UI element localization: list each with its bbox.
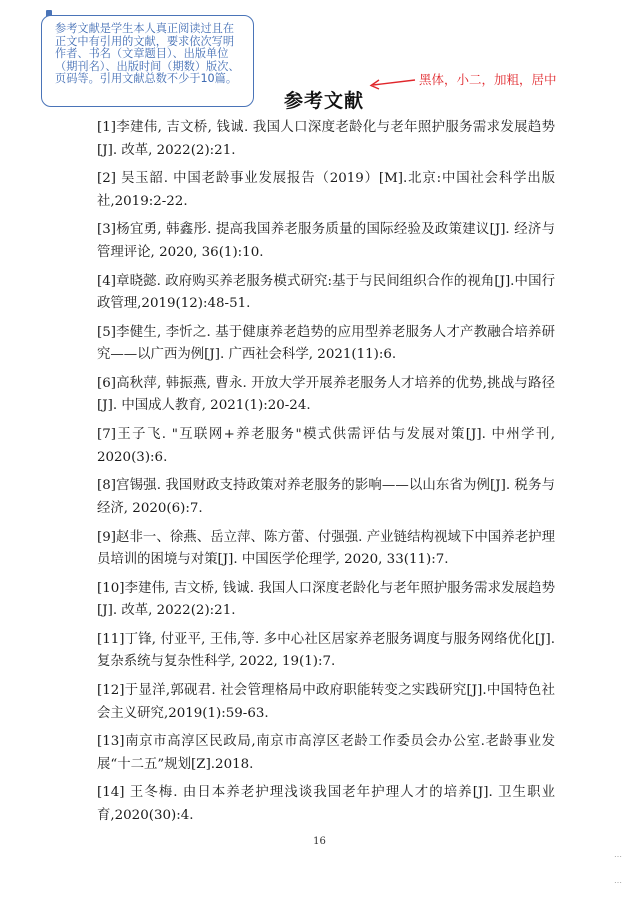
- reference-item: [12]于显洋,郭砚君. 社会管理格局中政府职能转变之实践研究[J].中国特色社会主义研究,2019(1):59-63.: [97, 683, 555, 721]
- reference-item: [10]李建伟, 吉文桥, 钱诚. 我国人口深度老龄化与老年照护服务需求发展趋势[J]. 改革, 2022(2):21.: [97, 580, 555, 619]
- reference-item: [7]王子飞. "互联网+养老服务"模式供需评估与发展对策[J]. 中州学刊, 2020(3):6.: [97, 427, 555, 465]
- reference-item: [5]李健生, 李忻之. 基于健康养老趋势的应用型养老服务人才产教融合培养研究——以广西为例[J]. 广西社会科学, 2021(11):6.: [97, 324, 555, 363]
- reference-item: [1]李建伟, 吉文桥, 钱诚. 我国人口深度老龄化与老年照护服务需求发展趋势[J]. 改革, 2022(2):21.: [97, 120, 555, 158]
- requirement-note-text: 参考文献是学生本人真正阅读过且在正文中有引用的文献，要求依次写明作者、书名（文章题目）、出版单位（期刊名）、出版时间（期数）版次、页码等。引用文献总数不少于10篇。: [55, 22, 240, 86]
- reference-item: [6]高秋萍, 韩振燕, 曹永. 开放大学开展养老服务人才培养的优势,挑战与路径[J]. 中国成人教育, 2021(1):20-24.: [97, 375, 555, 414]
- reference-item: [4]章晓懿. 政府购买养老服务模式研究:基于与民间组织合作的视角[J].中国行政管理,2019(12):48-51.: [97, 273, 555, 312]
- page-title: 参考文献: [284, 90, 365, 112]
- reference-item: [3]杨宜勇, 韩鑫彤. 提高我国养老服务质量的国际经验及政策建议[J]. 经济与管理评论, 2020, 36(1):10.: [97, 222, 555, 260]
- corner-mark: ⋯: [614, 852, 622, 861]
- reference-item: [11]丁锋, 付亚平, 王伟,等. 多中心社区居家养老服务调度与服务网络优化[J]. 复杂系统与复杂性科学, 2022, 19(1):7.: [97, 631, 555, 670]
- reference-item: [2] 吴玉韶. 中国老龄事业发展报告（2019）[M].北京:中国社会科学出版社,2019:2-22.: [97, 171, 555, 209]
- reference-item: [14] 王冬梅. 由日本养老护理浅谈我国老年护理人才的培养[J]. 卫生职业育,2020(30):4.: [97, 785, 555, 823]
- reference-item: [13]南京市高淳区民政局,南京市高淳区老龄工作委员会办公室.老龄事业发展“十二五”规划[Z].2018.: [97, 734, 555, 772]
- requirement-note: [41, 15, 254, 107]
- page-number: 16: [313, 836, 326, 847]
- format-annotation: 黑体，小二，加粗，居中: [419, 72, 557, 87]
- reference-item: [9]赵非一、徐燕、岳立萍、陈方蕾、付强强. 产业链结构视域下中国养老护理员培训的困境与对策[J]. 中国医学伦理学, 2020, 33(11):7.: [97, 529, 555, 567]
- reference-item: [8]宫锡强. 我国财政支持政策对养老服务的影响——以山东省为例[J]. 税务与经济, 2020(6):7.: [97, 478, 555, 516]
- red-arrow-icon: [365, 70, 419, 92]
- reference-list: [97, 117, 555, 834]
- corner-mark: ⋯: [614, 878, 622, 887]
